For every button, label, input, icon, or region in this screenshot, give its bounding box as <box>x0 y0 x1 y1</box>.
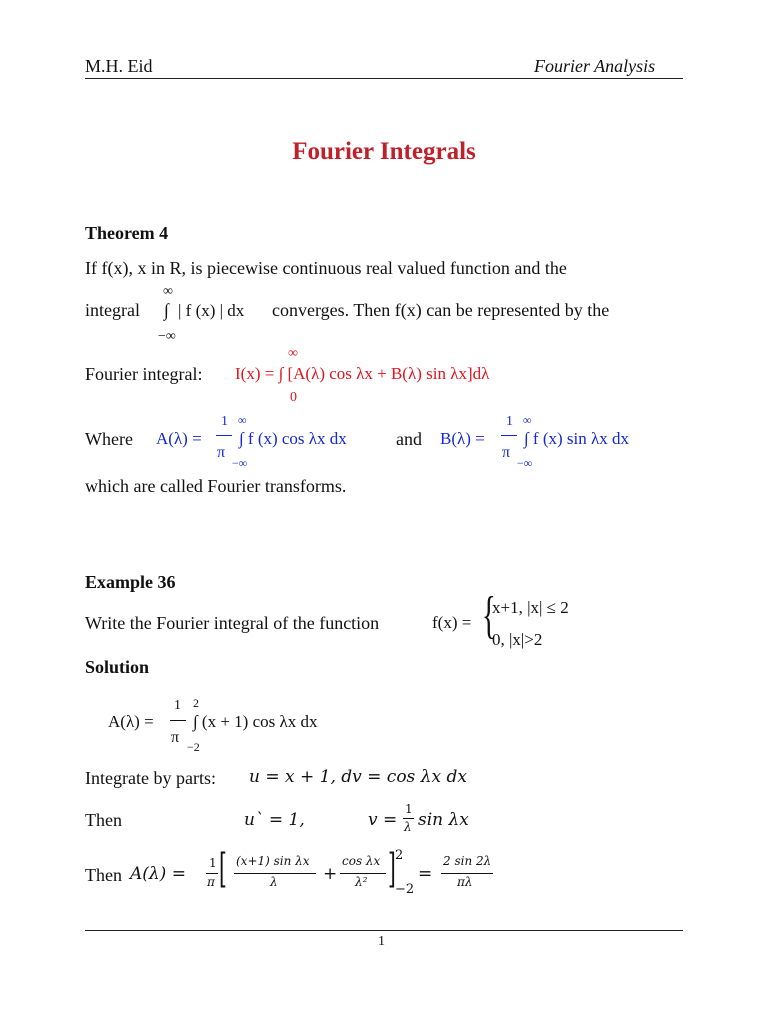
v-rhs: sin λx <box>418 810 469 830</box>
lower-limit-neg-infinity: −∞ <box>158 329 176 344</box>
header-rule <box>85 78 683 79</box>
theorem-line5: which are called Fourier transforms. <box>85 476 347 496</box>
result-fraction-den: π <box>207 875 215 889</box>
parts-label: Integrate by parts: <box>85 768 216 788</box>
parts-formula: u = x + 1, dv = cos λx dx <box>249 767 467 787</box>
abs-integrand: | f (x) | dx <box>178 301 245 320</box>
solution-fraction-bar <box>170 720 186 721</box>
b-lambda-lhs: B(λ) = <box>440 429 485 448</box>
a-fraction-num: 1 <box>221 414 228 429</box>
theorem-line1: If f(x), x in R, is piecewise continuous real valued function and the <box>85 258 567 278</box>
piecewise-brace: { <box>482 587 496 644</box>
integral-sign: ∫ <box>164 300 169 320</box>
u-prime: u` = 1, <box>244 810 305 830</box>
bracket-upper-limit: 2 <box>395 848 404 863</box>
a-lower-limit: −∞ <box>232 456 248 470</box>
theorem-heading: Theorem 4 <box>85 223 169 243</box>
result-fraction-bar <box>206 873 218 874</box>
result-lhs: A(λ) = <box>130 864 186 884</box>
v-fraction-bar <box>403 818 414 819</box>
then-label-2: Then <box>85 865 122 885</box>
and-label: and <box>396 429 422 449</box>
b-fraction-den: π <box>502 444 511 461</box>
piecewise-lhs: f(x) = <box>432 613 472 632</box>
theorem-line2-pre: integral <box>85 300 140 320</box>
solution-a-rhs: ∫ (x + 1) cos λx dx <box>193 712 318 731</box>
a-fraction-bar <box>216 435 232 436</box>
solution-heading: Solution <box>85 657 150 677</box>
fourier-integral-label: Fourier integral: <box>85 364 203 384</box>
page-title: Fourier Integrals <box>292 138 476 165</box>
a-upper-limit: ∞ <box>238 413 247 427</box>
b-upper-limit: ∞ <box>523 413 532 427</box>
header-subject: Fourier Analysis <box>534 56 656 76</box>
fi-upper-limit: ∞ <box>288 346 298 361</box>
theorem-line2-post: converges. Then f(x) can be represented by the <box>272 300 610 320</box>
b-fraction-bar <box>501 435 517 436</box>
footer-rule <box>85 930 683 931</box>
solution-upper-limit: 2 <box>193 696 199 710</box>
final-bar <box>441 873 493 874</box>
solution-fraction-num: 1 <box>174 698 181 713</box>
a-lambda-lhs: A(λ) = <box>156 429 202 448</box>
fi-lower-limit: 0 <box>290 390 297 405</box>
a-lambda-rhs: ∫ f (x) cos λx dx <box>239 429 347 448</box>
b-fraction-num: 1 <box>506 414 513 429</box>
header-author: M.H. Eid <box>85 56 153 76</box>
a-fraction-den: π <box>217 444 226 461</box>
solution-a-lhs: A(λ) = <box>108 712 154 731</box>
where-label: Where <box>85 429 133 449</box>
solution-lower-limit: −2 <box>187 740 200 754</box>
then-label-1: Then <box>85 810 122 830</box>
v-fraction-den: λ <box>404 820 412 834</box>
result-equals: = <box>418 864 433 884</box>
example-prompt: Write the Fourier integral of the function <box>85 613 380 633</box>
left-bracket: [ <box>219 846 227 892</box>
final-num: 2 sin 2λ <box>443 854 492 868</box>
final-den: πλ <box>457 875 473 889</box>
bracket-lower-limit: −2 <box>395 882 415 897</box>
bracket-term2-bar <box>340 873 386 874</box>
piecewise-case1: x+1, |x| ≤ 2 <box>492 598 569 617</box>
plus-sign: + <box>323 864 338 884</box>
upper-limit-infinity: ∞ <box>163 284 173 299</box>
bracket-term1-den: λ <box>270 875 278 889</box>
bracket-term1-bar <box>234 873 316 874</box>
bracket-term2-den: λ² <box>355 875 368 889</box>
b-lower-limit: −∞ <box>517 456 533 470</box>
bracket-term2-num: cos λx <box>342 854 381 868</box>
piecewise-case2: 0, |x|>2 <box>492 630 543 649</box>
right-bracket: ] <box>388 846 396 892</box>
page-number: 1 <box>378 934 385 949</box>
v-fraction-num: 1 <box>405 802 413 816</box>
b-lambda-rhs: ∫ f (x) sin λx dx <box>524 429 629 448</box>
bracket-term1-num: (x+1) sin λx <box>236 854 310 868</box>
result-fraction-num: 1 <box>209 856 217 870</box>
solution-fraction-den: π <box>171 729 180 746</box>
example-heading: Example 36 <box>85 572 176 592</box>
v-lhs: v = <box>368 810 398 830</box>
fourier-integral-formula: I(x) = ∫ [A(λ) cos λx + B(λ) sin λx]dλ <box>235 364 490 383</box>
